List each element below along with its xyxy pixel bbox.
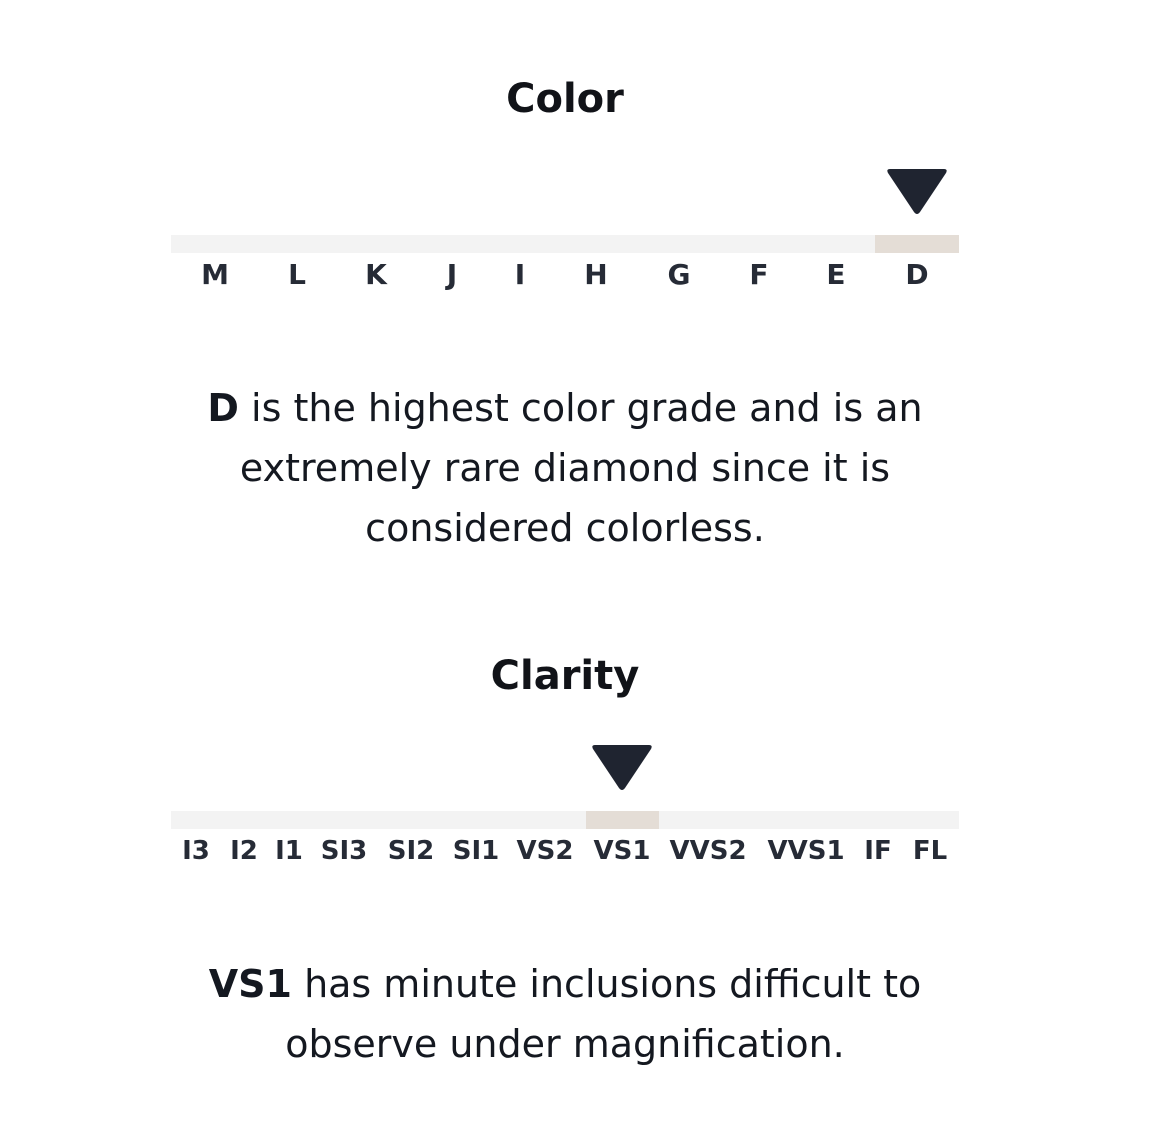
clarity-scale-track bbox=[171, 811, 959, 829]
color-title: Color bbox=[506, 76, 624, 122]
color-grade-h[interactable]: H bbox=[584, 258, 608, 291]
color-grade-l[interactable]: L bbox=[288, 258, 306, 291]
color-grade-e[interactable]: E bbox=[826, 258, 846, 291]
clarity-grade-vvs2[interactable]: VVS2 bbox=[669, 836, 747, 866]
color-grade-labels bbox=[171, 255, 959, 295]
clarity-grade-i1[interactable]: I1 bbox=[275, 836, 303, 866]
clarity-description-grade: VS1 bbox=[208, 962, 292, 1006]
clarity-grade-vs1[interactable]: VS1 bbox=[593, 836, 651, 866]
clarity-grade-si3[interactable]: SI3 bbox=[320, 836, 368, 866]
clarity-grade-if[interactable]: IF bbox=[864, 836, 892, 866]
clarity-description bbox=[151, 954, 979, 1074]
clarity-title: Clarity bbox=[490, 653, 640, 699]
color-description bbox=[151, 378, 979, 558]
clarity-grade-fl[interactable]: FL bbox=[912, 836, 948, 866]
clarity-grade-vs2[interactable]: VS2 bbox=[516, 836, 574, 866]
color-grade-d[interactable]: D bbox=[905, 258, 929, 291]
clarity-description-text: has minute inclusions difficult to observe under magnification. bbox=[285, 962, 922, 1066]
color-grade-i[interactable]: I bbox=[514, 258, 526, 291]
color-grade-g[interactable]: G bbox=[667, 258, 691, 291]
color-grade-k[interactable]: K bbox=[365, 258, 387, 291]
color-grade-j[interactable]: J bbox=[446, 258, 458, 291]
color-grade-m[interactable]: M bbox=[201, 258, 229, 291]
triangle-down-icon bbox=[589, 742, 655, 792]
color-scale-track bbox=[171, 235, 959, 253]
clarity-grade-labels bbox=[171, 831, 959, 871]
color-selected-segment bbox=[875, 235, 959, 253]
clarity-grade-si1[interactable]: SI1 bbox=[452, 836, 500, 866]
color-grade-f[interactable]: F bbox=[749, 258, 769, 291]
clarity-grade-si2[interactable]: SI2 bbox=[387, 836, 435, 866]
clarity-grade-i2[interactable]: I2 bbox=[230, 836, 258, 866]
color-description-text: is the highest color grade and is an extremely rare diamond since it is considered colorless. bbox=[238, 386, 923, 550]
clarity-selected-segment bbox=[586, 811, 659, 829]
clarity-grade-i3[interactable]: I3 bbox=[182, 836, 210, 866]
color-description-grade: D bbox=[207, 386, 239, 430]
clarity-grade-vvs1[interactable]: VVS1 bbox=[767, 836, 845, 866]
triangle-down-icon bbox=[884, 166, 950, 216]
